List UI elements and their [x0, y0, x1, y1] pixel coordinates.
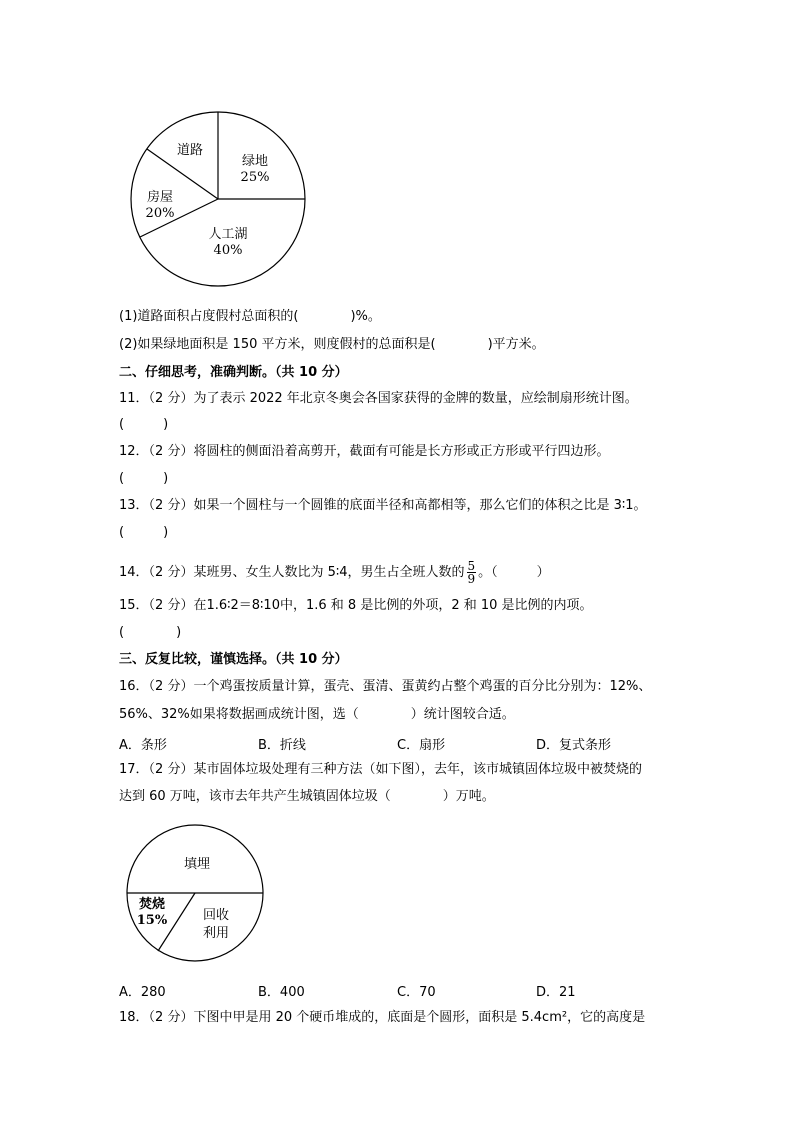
q13-text: 13．（2 分）如果一个圆柱与一个圆锥的底面半径和高都相等，那么它们的体积之比是 3∶1。	[119, 498, 647, 513]
pie-green-pct: 25%	[240, 170, 270, 185]
pie-house-pct: 20%	[145, 206, 175, 221]
section3-title: 三、反复比较，谨慎选择。（共 10 分）	[119, 652, 348, 667]
q16-option-c[interactable]: C．扇形	[397, 738, 446, 753]
q17-option-a[interactable]: A．280	[119, 985, 166, 1000]
q14-fraction	[467, 560, 477, 585]
pie-chart-waste-disposal	[124, 820, 274, 970]
q17-line1: 17．（2 分）某市固体垃圾处理有三种方法（如下图），去年，该市城镇固体垃圾中被焚烧的	[119, 762, 642, 777]
q16-option-a[interactable]: A．条形	[119, 738, 167, 753]
q12-text: 12．（2 分）将圆柱的侧面沿着高剪开，截面有可能是长方形或正方形或平行四边形。	[119, 444, 610, 459]
q16-line1: 16．（2 分）一个鸡蛋按质量计算，蛋壳、蛋清、蛋黄约占整个鸡蛋的百分比分别为：12%、	[119, 679, 652, 694]
q11-answer-paren: ( )	[119, 417, 169, 432]
pie2-landfill-label: 填埋	[183, 857, 211, 872]
q16-option-d[interactable]: D．复式条形	[536, 738, 612, 753]
section2-title: 二、仔细思考，准确判断。（共 10 分）	[119, 365, 348, 380]
q14-text-before: 14．（2 分）某班男、女生人数比为 5∶4，男生占全班人数的	[119, 565, 465, 580]
pie-lake-pct: 40%	[213, 243, 243, 258]
pie-road-label: 道路	[176, 143, 204, 158]
q12-answer-paren: ( )	[119, 471, 169, 486]
q17-option-c[interactable]: C．70	[397, 985, 436, 1000]
q17-line2: 达到 60 万吨，该市去年共产生城镇固体垃圾（ ）万吨。	[119, 789, 495, 804]
q17-option-d[interactable]: D．21	[536, 985, 576, 1000]
q18-text: 18．（2 分）下图中甲是用 20 个硬币堆成的，底面是个圆形，面积是 5.4cm²，它的高度是	[119, 1010, 646, 1025]
q14-text-after: 。（ ）	[478, 565, 550, 580]
q15-answer-paren: ( )	[119, 625, 182, 640]
pie2-recycle-line1: 回收	[202, 908, 230, 923]
q14-text	[119, 560, 550, 585]
q14-fraction-denominator: 9	[467, 572, 476, 586]
pie2-recycle-line2: 利用	[202, 926, 230, 941]
q10-sub2: (2)如果绿地面积是 150 平方米，则度假村的总面积是( )平方米。	[119, 337, 545, 352]
pie2-burn-label: 焚烧	[138, 897, 166, 912]
q14-fraction-numerator: 5	[467, 559, 476, 573]
pie2-burn-pct: 15%	[136, 913, 168, 928]
q10-sub1: (1)道路面积占度假村总面积的( )%。	[119, 309, 381, 324]
pie-house-label: 房屋	[146, 190, 174, 205]
q15-text: 15．（2 分）在1.6∶2＝8∶10中，1.6 和 8 是比例的外项，2 和 10 是比例的内项。	[119, 598, 593, 613]
pie-green-label: 绿地	[241, 154, 269, 169]
q16-line2: 56%、32%如果将数据画成统计图，选（ ）统计图较合适。	[119, 707, 515, 722]
q16-option-b[interactable]: B．折线	[258, 738, 306, 753]
pie-lake-label: 人工湖	[208, 227, 248, 242]
q13-answer-paren: ( )	[119, 525, 169, 540]
q11-text: 11．（2 分）为了表示 2022 年北京冬奥会各国家获得的金牌的数量，应绘制扇形统计图。	[119, 391, 638, 406]
q17-option-b[interactable]: B．400	[258, 985, 305, 1000]
pie-chart-land-use	[128, 110, 328, 290]
